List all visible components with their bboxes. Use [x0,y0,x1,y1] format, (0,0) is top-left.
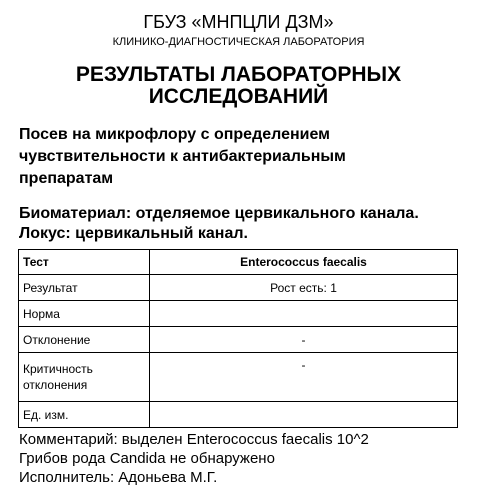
table-row [19,353,458,402]
row-label: Результат [19,275,150,301]
table-header-row [19,250,458,275]
row-value: - [150,327,458,353]
row-value [150,402,458,428]
candida-note: Грибов рода Candida не обнаружено [19,450,275,467]
test-name-line: чувствительности к антибактериальным [19,148,346,165]
document-title-line: РЕЗУЛЬТАТЫ ЛАБОРАТОРНЫХ [75,63,402,86]
row-label: Ед. изм. [19,402,150,428]
row-value [150,301,458,327]
document-title-line: ИССЛЕДОВАНИЙ [148,85,329,108]
table-row [19,402,458,428]
biomaterial: Биоматериал: отделяемое цервикального канала. [19,205,419,222]
row-label-line: отклонения [23,378,88,392]
row-label: Норма [19,301,150,327]
table-row [19,327,458,353]
test-name [19,124,459,190]
footer-notes [19,430,469,487]
column-header-test: Тест [19,250,150,275]
row-label [19,353,150,402]
comment: Комментарий: выделен Enterococcus faecalis 10^2 [19,431,369,448]
document-title [0,64,477,108]
row-label: Отклонение [19,327,150,353]
test-name-line: препаратам [19,170,114,187]
organization-name: ГБУЗ «МНПЦЛИ ДЗМ» [143,12,334,32]
locus: Локус: цервикальный канал. [19,225,248,242]
specimen-info [19,204,469,244]
test-name-line: Посев на микрофлору с определением [19,126,330,143]
row-value: - [150,353,458,402]
results-table [18,249,458,428]
row-value: Рост есть: 1 [150,275,458,301]
table-row [19,301,458,327]
column-header-organism: Enterococcus faecalis [150,250,458,275]
performer: Исполнитель: Адоньева М.Г. [19,469,218,486]
row-label-line: Критичность [23,362,93,376]
laboratory-name: КЛИНИКО-ДИАГНОСТИЧЕСКАЯ ЛАБОРАТОРИЯ [112,36,365,48]
table-row [19,275,458,301]
